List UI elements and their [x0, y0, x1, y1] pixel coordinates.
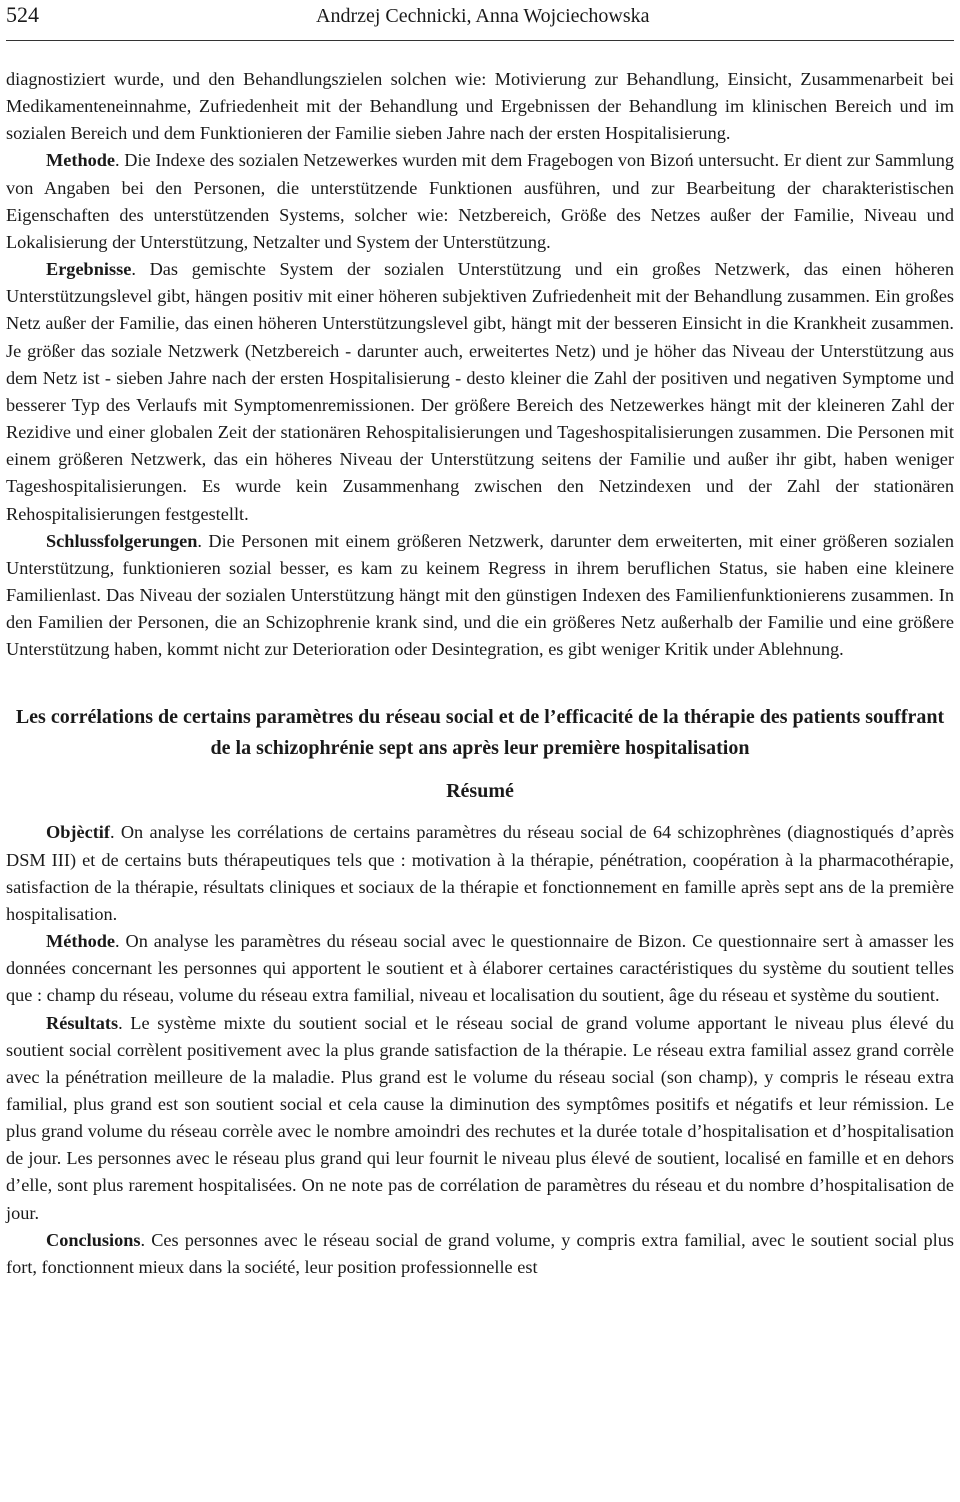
french-objectif-label: Objèctif — [46, 822, 110, 843]
german-methode-paragraph — [6, 147, 954, 256]
running-header — [6, 0, 954, 41]
german-intro-paragraph: diagnostiziert wurde, und den Behandlungszielen solchen wie: Motivierung zur Behandlung, Einsicht, Zusammenarbeit bei Medikamenteneinnahme, Zufriedenheit mit der Behandlung und Ergebnissen der Behandlung im klinischen Bereich und im sozialen Bereich und dem Funktionieren der Familie sieben Jahre nach der ersten Hospitalisierung. — [6, 69, 954, 144]
french-methode-text: . On analyse les paramètres du réseau social avec le questionnaire de Bizon. Ce questionnaire sert à amasser les données concernant les personnes qui apportent le soutient et à élaborer certaines caractéristiques du système du soutient telles que : champ du réseau, volume du réseau extra familial, niveau et localisation du soutient, âge du réseau et système du soutient. — [6, 931, 954, 1006]
french-resultats-paragraph — [6, 1010, 954, 1227]
german-ergebnisse-label: Ergebnisse — [46, 259, 132, 280]
german-schluss-label: Schlussfolgerungen — [46, 530, 198, 551]
french-methode-label: Méthode — [46, 931, 116, 952]
french-conclusions-label: Conclusions — [46, 1229, 141, 1250]
german-methode-text: . Die Indexe des sozialen Netzewerkes wurden mit dem Fragebogen von Bizoń untersucht. Er dient zur Sammlung von Angaben bei den Personen, die unterstützende Funktionen ausführen, und zur Bearbeitung der charakteristischen Eigenschaften des unterstützenden Systems, solcher wie: Netzbereich, Größe des Netzes außer der Familie, Niveau und Lokalisierung der Unterstützung, Netzalter und System der Unterstützung. — [6, 150, 954, 252]
running-head-authors: Andrzej Cechnicki, Anna Wojciechowska — [316, 5, 650, 27]
french-conclusions-paragraph — [6, 1227, 954, 1281]
french-resultats-text: . Le système mixte du soutient social et le réseau social de grand volume apportant le niveau plus élevé du soutient social corrèlent positivement avec la plus grande satisfaction de la thérapie. Le réseau extra familial assez grand corrèle avec la pénétration meilleure de la maladie. Plus grand est le volume du réseau social (son champ), y compris le réseau extra familial, plus grand est son soutient social et cela cause la diminution des symptômes positifs et négatifs et leur rémission. Le plus grand volume du réseau corrèle avec le nombre amoindri des rechutes et la durée totale d’hospitalisation et d’hospitalisation de jour. Les personnes avec le réseau plus grand qui leur fournit le niveau plus élevé de soutient, localisé en famille et en dehors d’elle, sont plus rarement hospitalisées. On ne note pas de corrélation de paramètres du réseau et du nombre d’hospitalisation de jour. — [6, 1012, 954, 1223]
german-methode-label: Methode — [46, 150, 116, 171]
resume-heading: Résumé — [446, 780, 514, 803]
french-objectif-text: . On analyse les corrélations de certains paramètres du réseau social de 64 schizophrènes (diagnostiqués d’après DSM III) et de certains buts thérapeutiques tels que : motivation à la thérapie, pénétration, coopération à la pharmacothérapie, satisfaction de la thérapie, résultats cliniques et sociaux de la thérapie et fonctionnement en famille après sept ans de la première hospitalisation. — [6, 822, 954, 924]
german-ergebnisse-text: . Das gemischte System der sozialen Unterstützung und ein großes Netzwerk, das einen höheren Unterstützungslevel gibt, hängen positiv mit einer höheren subjektiven Zufriedenheit mit der Behandlung zusammen. Ein großes Netz außer der Familie, das einen höheren Unterstützungslevel gibt, hängt mit der besseren Einsicht in die Krankheit zusammen. Je größer das soziale Netzwerk (Netzbereich - darunter auch, erweitertes Netz) und je höher das Niveau der Unterstützung aus dem Netz ist - sieben Jahre nach der ersten Hospitalisierung - desto kleiner die Zahl der positiven und negativen Symptome und besserer Typ des Verlaufs mit Symptomenremissionen. Der größere Bereich des Netzewerkes hängt mit der kleineren Zahl der Rezidive und einer globalen Zeit der stationären Rehospitalisierungen und Tageshospitalisierungen zusammen. Die Personen mit einem größeren Netzwerk, das ein höheres Niveau der Unterstützung seitens der Familie und außer ihr gibt, haben weniger Tageshospitalisierungen. Es wurde kein Zusammenhang zwischen den Netzindexen und der Zahl der stationären Rehospitalisierungen festgestellt. — [6, 259, 954, 524]
french-article-title: Les corrélations de certains paramètres du réseau social et de l’efficacité de la thérapie des patients souffrant de la schizophrénie sept ans après leur première hospitalisation — [15, 706, 945, 760]
article-body — [6, 66, 954, 1281]
german-schluss-paragraph — [6, 528, 954, 664]
french-methode-paragraph — [6, 928, 954, 1009]
german-ergebnisse-paragraph — [6, 256, 954, 528]
french-resultats-label: Résultats — [46, 1012, 119, 1033]
german-schluss-text: . Die Personen mit einem größeren Netzwerk, darunter dem erweiterten, mit einer größeren sozialen Unterstützung, funktionieren sozial besser, es kam zu keinem Regress in ihrem beruflichen Status, sie haben eine kleinere Familienlast. Das Niveau der sozialen Unterstützung hängt mit den günstigen Indexen des Familienfunktionierens zusammen. In den Familien der Personen, die an Schizophrenie krank sind, und die ein größeres Netz außerhalb der Familie und eine größere Unterstützung haben, kommt nicht zur Deterioration oder Desintegration, es gibt weniger Kritik under Ablehnung. — [6, 530, 954, 660]
french-objectif-paragraph — [6, 819, 954, 928]
page-number: 524 — [6, 2, 39, 27]
french-conclusions-text: . Ces personnes avec le réseau social de grand volume, y compris extra familial, avec le soutient social plus fort, fonctionnent mieux dans la société, leur position professionnelle est — [6, 1229, 954, 1277]
